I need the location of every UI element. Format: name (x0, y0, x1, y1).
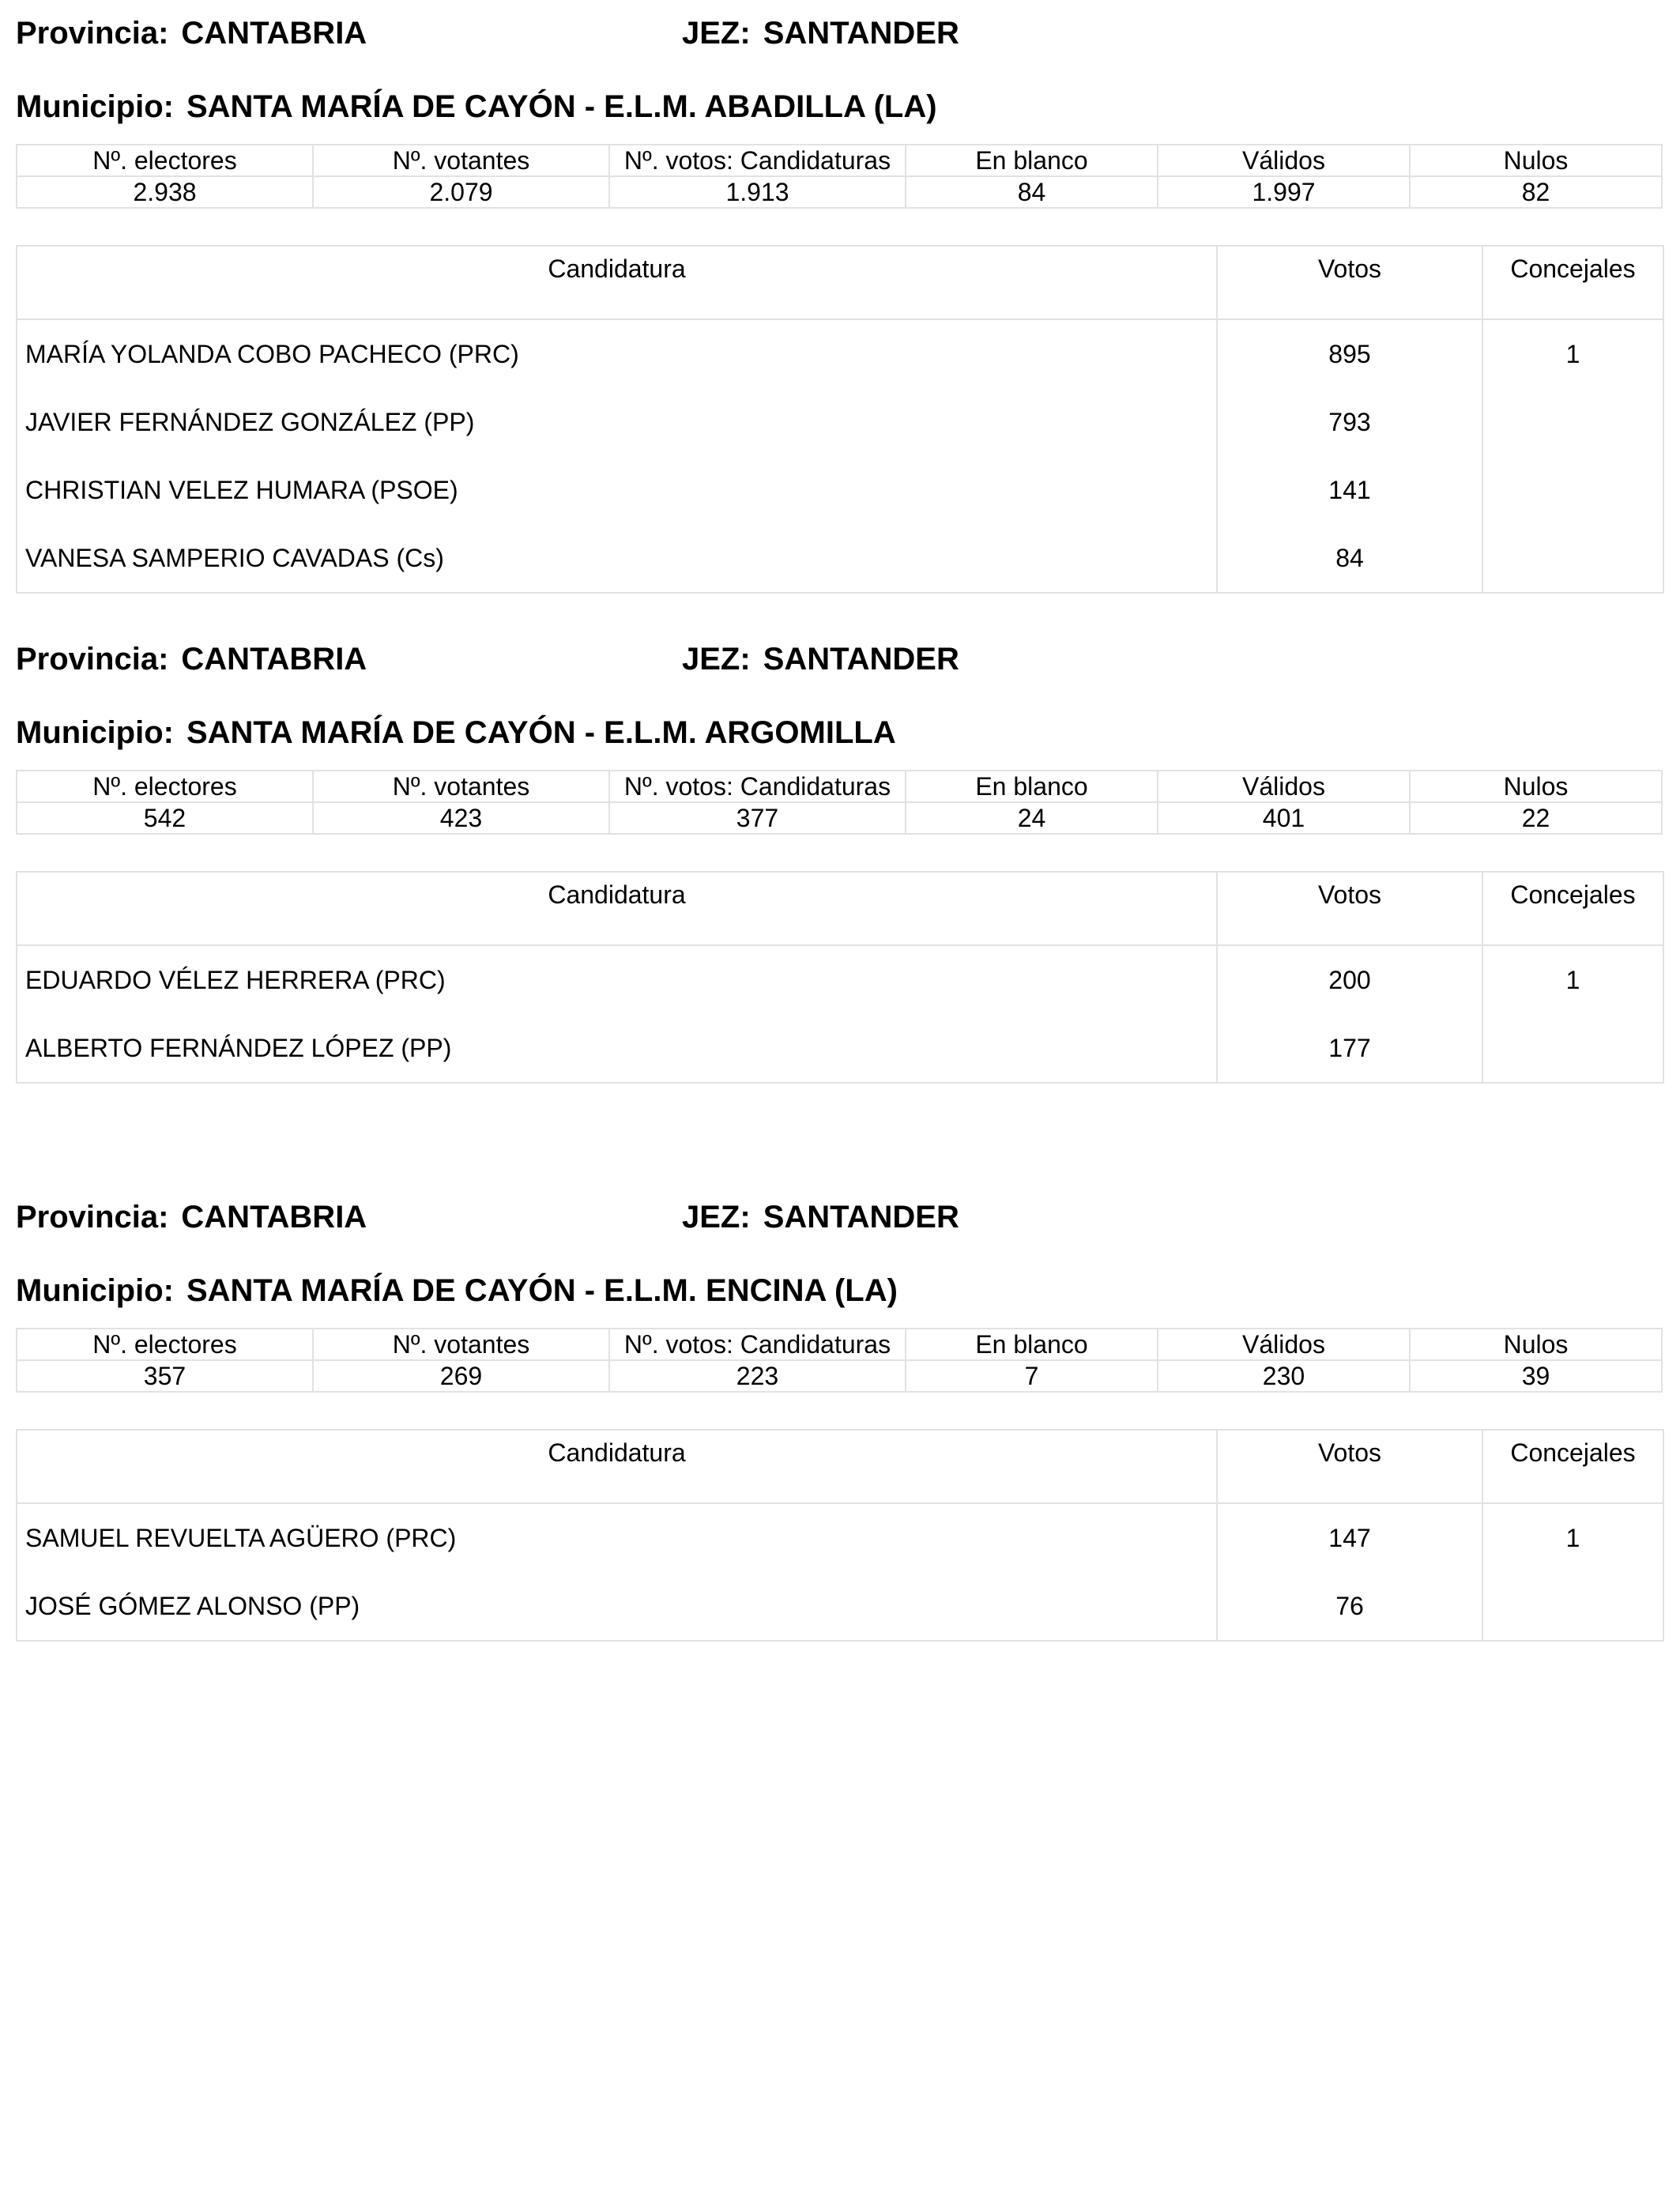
municipio-value: SANTA MARÍA DE CAYÓN - E.L.M. ARGOMILLA (186, 715, 896, 750)
stat-value: 377 (609, 802, 906, 834)
municipio-value: SANTA MARÍA DE CAYÓN - E.L.M. ABADILLA (LA) (186, 89, 937, 124)
jez-value: SANTANDER (763, 1200, 959, 1235)
stat-header: Nº. votos: Candidaturas (609, 145, 906, 176)
stat-header: Nulos (1410, 771, 1662, 802)
provincia-label: Provincia: (16, 16, 169, 51)
stat-value: 1.997 (1158, 176, 1410, 208)
stat-value: 24 (906, 802, 1158, 834)
candidate-concejales (1482, 1572, 1663, 1641)
candidate-votes: 177 (1217, 1014, 1482, 1083)
stat-value: 2.079 (313, 176, 609, 208)
stat-header: Nº. votantes (313, 771, 609, 802)
jez-label: JEZ: (682, 1200, 751, 1235)
votos-header: Votos (1217, 872, 1482, 945)
jez-value: SANTANDER (763, 16, 959, 51)
candidatura-header: Candidatura (17, 1430, 1217, 1503)
municipio-line (16, 1273, 898, 1309)
candidate-row (17, 1014, 1663, 1083)
jez-label: JEZ: (682, 642, 751, 677)
stats-header-row (17, 145, 1662, 176)
stat-value: 401 (1158, 802, 1410, 834)
stat-value: 542 (17, 802, 313, 834)
stat-value: 423 (313, 802, 609, 834)
jez-label: JEZ: (682, 16, 751, 51)
candidates-header-row (17, 1430, 1663, 1503)
candidates-header-row (17, 246, 1663, 319)
concejales-header: Concejales (1482, 1430, 1663, 1503)
candidate-concejales (1482, 524, 1663, 593)
stat-value: 82 (1410, 176, 1662, 208)
stats-header-row (17, 1329, 1662, 1360)
stat-header: Nulos (1410, 145, 1662, 176)
stat-value: 1.913 (609, 176, 906, 208)
candidate-votes: 84 (1217, 524, 1482, 593)
stat-header: Nº. votos: Candidaturas (609, 1329, 906, 1360)
candidate-name: MARÍA YOLANDA COBO PACHECO (PRC) (17, 319, 1217, 388)
candidatura-header: Candidatura (17, 872, 1217, 945)
stats-value-row (17, 802, 1662, 834)
candidate-concejales: 1 (1482, 945, 1663, 1014)
stats-value-row (17, 1360, 1662, 1392)
provincia-line (16, 642, 367, 677)
stat-header: Nº. electores (17, 145, 313, 176)
stat-header: Nº. electores (17, 771, 313, 802)
stats-table (16, 1328, 1663, 1393)
provincia-line (16, 1200, 367, 1235)
stat-value: 84 (906, 176, 1158, 208)
candidate-row (17, 1503, 1663, 1572)
candidate-votes: 76 (1217, 1572, 1482, 1641)
stats-header-row (17, 771, 1662, 802)
municipio-line (16, 89, 937, 125)
candidate-name: CHRISTIAN VELEZ HUMARA (PSOE) (17, 456, 1217, 524)
candidates-table (16, 245, 1664, 594)
stat-value: 7 (906, 1360, 1158, 1392)
provincia-value: CANTABRIA (181, 1200, 367, 1235)
stat-value: 230 (1158, 1360, 1410, 1392)
votos-header: Votos (1217, 1430, 1482, 1503)
candidate-votes: 147 (1217, 1503, 1482, 1572)
stats-table (16, 144, 1663, 209)
candidate-name: JAVIER FERNÁNDEZ GONZÁLEZ (PP) (17, 388, 1217, 456)
stat-value: 39 (1410, 1360, 1662, 1392)
provincia-label: Provincia: (16, 1200, 169, 1235)
concejales-header: Concejales (1482, 872, 1663, 945)
stat-header: Nº. votantes (313, 145, 609, 176)
candidate-concejales (1482, 456, 1663, 524)
candidate-name: EDUARDO VÉLEZ HERRERA (PRC) (17, 945, 1217, 1014)
stat-value: 223 (609, 1360, 906, 1392)
stat-value: 357 (17, 1360, 313, 1392)
stat-header: Nº. votantes (313, 1329, 609, 1360)
candidate-name: SAMUEL REVUELTA AGÜERO (PRC) (17, 1503, 1217, 1572)
candidate-name: VANESA SAMPERIO CAVADAS (Cs) (17, 524, 1217, 593)
candidate-name: JOSÉ GÓMEZ ALONSO (PP) (17, 1572, 1217, 1641)
stat-header: Nulos (1410, 1329, 1662, 1360)
jez-line (682, 642, 959, 677)
concejales-header: Concejales (1482, 246, 1663, 319)
stat-header: En blanco (906, 145, 1158, 176)
candidate-row (17, 319, 1663, 388)
stats-table (16, 770, 1663, 835)
stat-header: Nº. electores (17, 1329, 313, 1360)
stat-header: Válidos (1158, 1329, 1410, 1360)
municipio-value: SANTA MARÍA DE CAYÓN - E.L.M. ENCINA (LA) (186, 1273, 898, 1308)
candidatura-header: Candidatura (17, 246, 1217, 319)
provincia-value: CANTABRIA (181, 16, 367, 51)
candidates-header-row (17, 872, 1663, 945)
candidate-row (17, 1572, 1663, 1641)
stat-value: 269 (313, 1360, 609, 1392)
candidate-row (17, 524, 1663, 593)
candidate-row (17, 456, 1663, 524)
candidates-table (16, 871, 1664, 1084)
candidate-votes: 793 (1217, 388, 1482, 456)
candidate-votes: 141 (1217, 456, 1482, 524)
jez-value: SANTANDER (763, 642, 959, 677)
candidate-concejales (1482, 388, 1663, 456)
votos-header: Votos (1217, 246, 1482, 319)
stat-value: 2.938 (17, 176, 313, 208)
candidate-votes: 895 (1217, 319, 1482, 388)
candidate-concejales (1482, 1014, 1663, 1083)
jez-line (682, 16, 959, 51)
stat-header: Válidos (1158, 771, 1410, 802)
provincia-line (16, 16, 367, 51)
candidate-concejales: 1 (1482, 1503, 1663, 1572)
candidates-table (16, 1429, 1664, 1642)
provincia-value: CANTABRIA (181, 642, 367, 677)
candidate-row (17, 388, 1663, 456)
municipio-label: Municipio: (16, 1273, 174, 1308)
municipio-label: Municipio: (16, 89, 174, 124)
candidate-concejales: 1 (1482, 319, 1663, 388)
jez-line (682, 1200, 959, 1235)
stat-header: En blanco (906, 771, 1158, 802)
stat-header: Válidos (1158, 145, 1410, 176)
candidate-row (17, 945, 1663, 1014)
stat-header: Nº. votos: Candidaturas (609, 771, 906, 802)
stat-value: 22 (1410, 802, 1662, 834)
stat-header: En blanco (906, 1329, 1158, 1360)
candidate-votes: 200 (1217, 945, 1482, 1014)
municipio-line (16, 715, 896, 751)
provincia-label: Provincia: (16, 642, 169, 677)
candidate-name: ALBERTO FERNÁNDEZ LÓPEZ (PP) (17, 1014, 1217, 1083)
stats-value-row (17, 176, 1662, 208)
municipio-label: Municipio: (16, 715, 174, 750)
